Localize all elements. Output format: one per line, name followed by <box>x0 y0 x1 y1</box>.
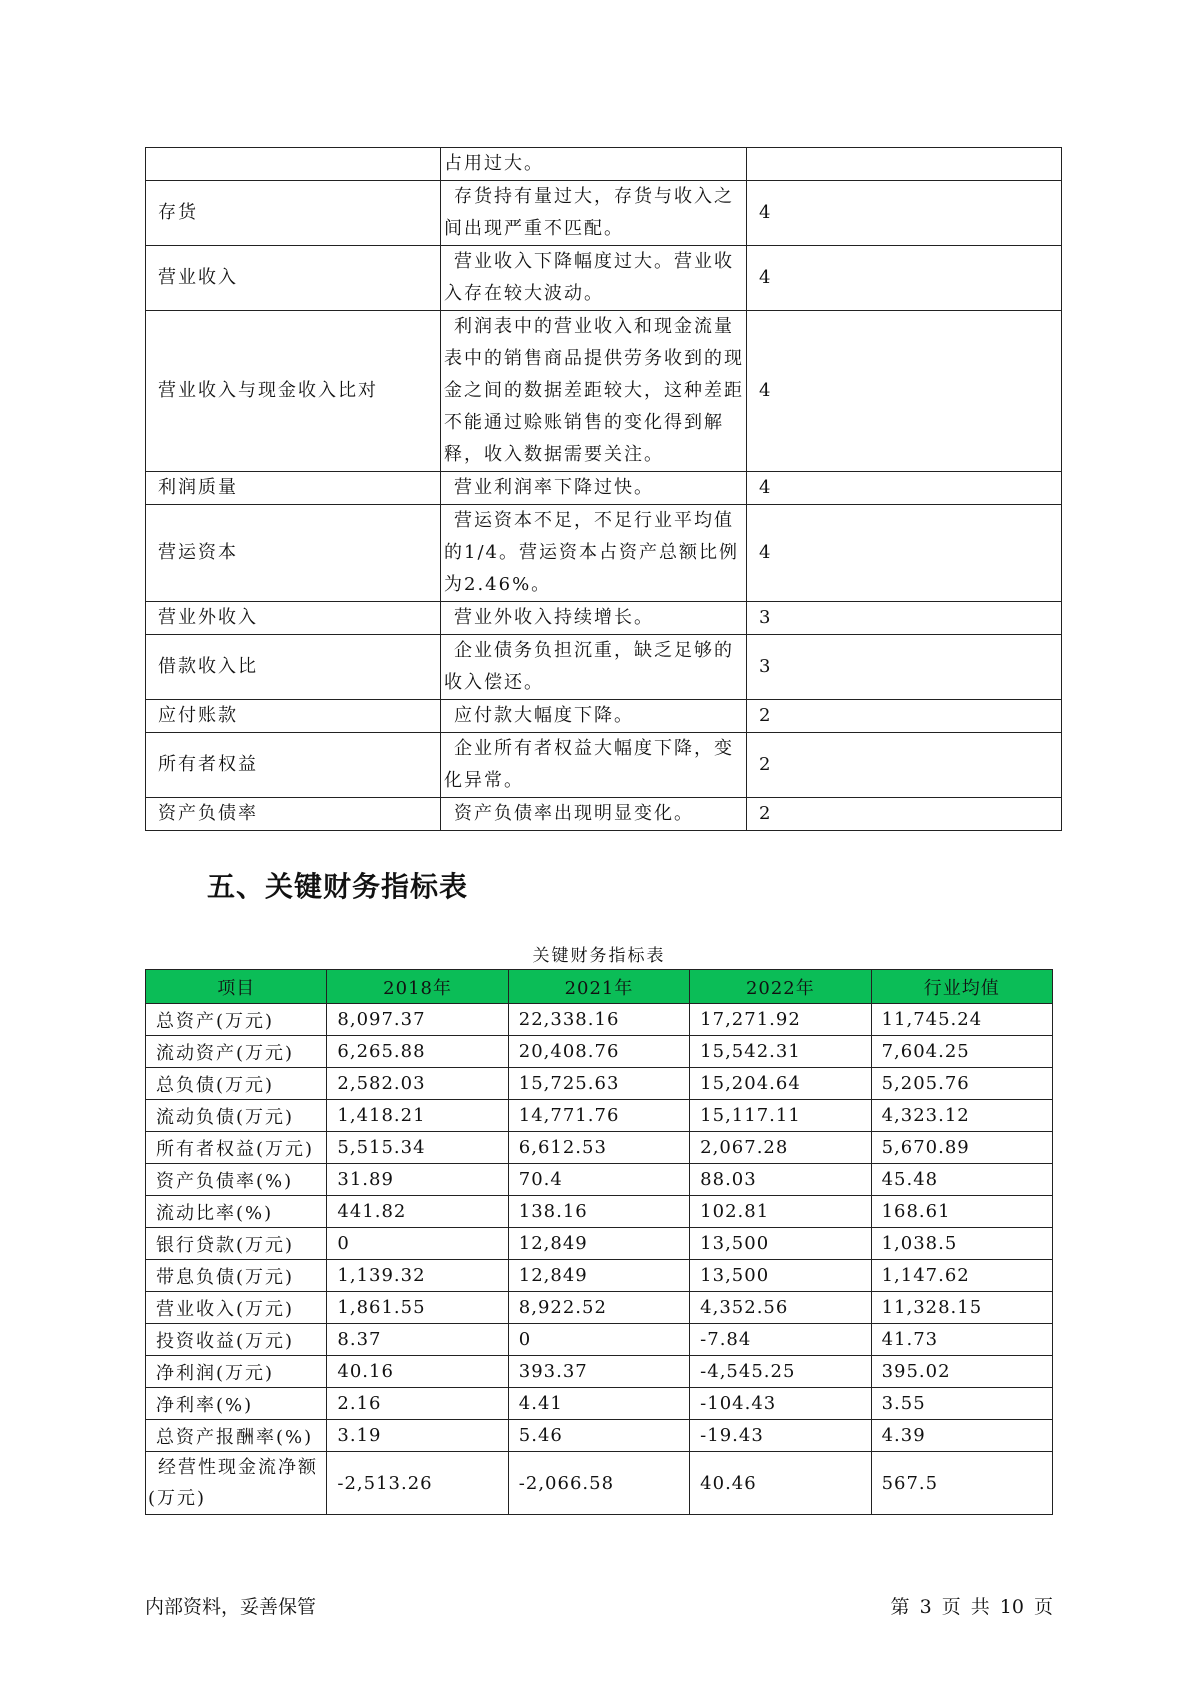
value-cell: 567.5 <box>871 1452 1052 1515</box>
value-cell: 11,328.15 <box>871 1292 1052 1324</box>
table-row <box>146 1452 1053 1515</box>
value-cell: -2,513.26 <box>327 1452 508 1515</box>
value-cell: 5,670.89 <box>871 1132 1052 1164</box>
table-row <box>146 602 1062 635</box>
table-caption: 关键财务指标表 <box>532 946 666 966</box>
risk-description-cell: 利润表中的营业收入和现金流量表中的销售商品提供劳务收到的现金之间的数据差距较大，这种差距不能通过赊账销售的变化得到解释，收入数据需要关注。 <box>441 311 747 472</box>
value-cell: 7,604.25 <box>871 1036 1052 1068</box>
table-row <box>146 1036 1053 1068</box>
table-row <box>146 798 1062 831</box>
value-cell: 13,500 <box>690 1260 871 1292</box>
row-label-cell: 银行贷款(万元) <box>146 1228 327 1260</box>
value-cell: 14,771.76 <box>508 1100 689 1132</box>
value-cell: 2.16 <box>327 1388 508 1420</box>
value-cell: 15,204.64 <box>690 1068 871 1100</box>
value-cell: 138.16 <box>508 1196 689 1228</box>
risk-item-cell: 营业外收入 <box>146 602 441 635</box>
risk-description-cell: 占用过大。 <box>441 148 747 181</box>
row-label-cell: 总资产报酬率(%) <box>146 1420 327 1452</box>
risk-item-cell: 所有者权益 <box>146 733 441 798</box>
risk-score-cell: 2 <box>747 798 1062 831</box>
table-row <box>146 1324 1053 1356</box>
risk-score-cell: 4 <box>747 246 1062 311</box>
financial-indicators-table <box>145 969 1053 1515</box>
table-row <box>146 1164 1053 1196</box>
value-cell: 4.39 <box>871 1420 1052 1452</box>
table-row <box>146 1228 1053 1260</box>
table-row <box>146 1068 1053 1100</box>
row-label-cell: 净利润(万元) <box>146 1356 327 1388</box>
column-header: 2018年 <box>327 970 508 1004</box>
value-cell: 15,542.31 <box>690 1036 871 1068</box>
table-row <box>146 1196 1053 1228</box>
value-cell: 8,097.37 <box>327 1004 508 1036</box>
value-cell: -104.43 <box>690 1388 871 1420</box>
risk-description-cell: 营业外收入持续增长。 <box>441 602 747 635</box>
table-row <box>146 1388 1053 1420</box>
row-label-cell: 经营性现金流净额(万元) <box>146 1452 327 1515</box>
risk-item-cell: 营运资本 <box>146 505 441 602</box>
risk-score-cell: 4 <box>747 472 1062 505</box>
row-label-cell: 净利率(%) <box>146 1388 327 1420</box>
risk-score-cell: 4 <box>747 311 1062 472</box>
risk-score-cell <box>747 148 1062 181</box>
risk-item-cell: 营业收入 <box>146 246 441 311</box>
risk-score-cell: 4 <box>747 181 1062 246</box>
value-cell: -7.84 <box>690 1324 871 1356</box>
risk-item-cell: 利润质量 <box>146 472 441 505</box>
value-cell: 1,139.32 <box>327 1260 508 1292</box>
value-cell: 0 <box>508 1324 689 1356</box>
value-cell: 15,725.63 <box>508 1068 689 1100</box>
column-header: 项目 <box>146 970 327 1004</box>
risk-item-cell: 应付账款 <box>146 700 441 733</box>
risk-description-cell: 资产负债率出现明显变化。 <box>441 798 747 831</box>
value-cell: -4,545.25 <box>690 1356 871 1388</box>
value-cell: 393.37 <box>508 1356 689 1388</box>
value-cell: 6,612.53 <box>508 1132 689 1164</box>
value-cell: 41.73 <box>871 1324 1052 1356</box>
row-label-cell: 带息负债(万元) <box>146 1260 327 1292</box>
value-cell: -2,066.58 <box>508 1452 689 1515</box>
row-label-cell: 流动比率(%) <box>146 1196 327 1228</box>
section-title: 五、关键财务指标表 <box>207 870 469 903</box>
risk-description-cell: 营业利润率下降过快。 <box>441 472 747 505</box>
risk-score-cell: 2 <box>747 733 1062 798</box>
table-row <box>146 311 1062 472</box>
row-label-cell: 总资产(万元) <box>146 1004 327 1036</box>
risk-description-cell: 营业收入下降幅度过大。营业收入存在较大波动。 <box>441 246 747 311</box>
value-cell: 1,861.55 <box>327 1292 508 1324</box>
risk-indicator-table <box>145 147 1062 831</box>
value-cell: 8,922.52 <box>508 1292 689 1324</box>
risk-item-cell: 营业收入与现金收入比对 <box>146 311 441 472</box>
table-row <box>146 246 1062 311</box>
row-label-cell: 投资收益(万元) <box>146 1324 327 1356</box>
value-cell: 3.55 <box>871 1388 1052 1420</box>
risk-item-cell: 存货 <box>146 181 441 246</box>
table-row <box>146 1260 1053 1292</box>
value-cell: 15,117.11 <box>690 1100 871 1132</box>
risk-item-cell: 资产负债率 <box>146 798 441 831</box>
value-cell: 11,745.24 <box>871 1004 1052 1036</box>
risk-description-cell: 企业所有者权益大幅度下降，变化异常。 <box>441 733 747 798</box>
row-label-cell: 流动负债(万元) <box>146 1100 327 1132</box>
value-cell: 2,582.03 <box>327 1068 508 1100</box>
row-label-cell: 总负债(万元) <box>146 1068 327 1100</box>
value-cell: 5.46 <box>508 1420 689 1452</box>
row-label-cell: 资产负债率(%) <box>146 1164 327 1196</box>
risk-description-cell: 存货持有量过大，存货与收入之间出现严重不匹配。 <box>441 181 747 246</box>
value-cell: 5,205.76 <box>871 1068 1052 1100</box>
value-cell: -19.43 <box>690 1420 871 1452</box>
value-cell: 8.37 <box>327 1324 508 1356</box>
table-row <box>146 635 1062 700</box>
value-cell: 22,338.16 <box>508 1004 689 1036</box>
value-cell: 5,515.34 <box>327 1132 508 1164</box>
value-cell: 13,500 <box>690 1228 871 1260</box>
table-row <box>146 1292 1053 1324</box>
risk-item-cell <box>146 148 441 181</box>
value-cell: 1,147.62 <box>871 1260 1052 1292</box>
table-row <box>146 1356 1053 1388</box>
value-cell: 3.19 <box>327 1420 508 1452</box>
table-row <box>146 733 1062 798</box>
table-row <box>146 1100 1053 1132</box>
value-cell: 4,323.12 <box>871 1100 1052 1132</box>
row-label-cell: 营业收入(万元) <box>146 1292 327 1324</box>
value-cell: 4.41 <box>508 1388 689 1420</box>
risk-score-cell: 3 <box>747 635 1062 700</box>
value-cell: 395.02 <box>871 1356 1052 1388</box>
table-row <box>146 472 1062 505</box>
risk-item-cell: 借款收入比 <box>146 635 441 700</box>
value-cell: 168.61 <box>871 1196 1052 1228</box>
risk-description-cell: 企业债务负担沉重，缺乏足够的收入偿还。 <box>441 635 747 700</box>
risk-description-cell: 应付款大幅度下降。 <box>441 700 747 733</box>
table-row <box>146 148 1062 181</box>
risk-score-cell: 3 <box>747 602 1062 635</box>
row-label-cell: 流动资产(万元) <box>146 1036 327 1068</box>
column-header: 行业均值 <box>871 970 1052 1004</box>
risk-description-cell: 营运资本不足，不足行业平均值的1/4。营运资本占资产总额比例为2.46%。 <box>441 505 747 602</box>
value-cell: 441.82 <box>327 1196 508 1228</box>
value-cell: 0 <box>327 1228 508 1260</box>
column-header: 2022年 <box>690 970 871 1004</box>
value-cell: 1,418.21 <box>327 1100 508 1132</box>
value-cell: 12,849 <box>508 1228 689 1260</box>
table-row <box>146 1004 1053 1036</box>
risk-score-cell: 4 <box>747 505 1062 602</box>
row-label-cell: 所有者权益(万元) <box>146 1132 327 1164</box>
footer-confidential: 内部资料，妥善保管 <box>145 1596 317 1618</box>
footer-page-number: 第 3 页 共 10 页 <box>890 1596 1053 1618</box>
table-header-row <box>146 970 1053 1004</box>
value-cell: 1,038.5 <box>871 1228 1052 1260</box>
value-cell: 17,271.92 <box>690 1004 871 1036</box>
value-cell: 102.81 <box>690 1196 871 1228</box>
table-row <box>146 1420 1053 1452</box>
value-cell: 40.16 <box>327 1356 508 1388</box>
value-cell: 31.89 <box>327 1164 508 1196</box>
value-cell: 45.48 <box>871 1164 1052 1196</box>
value-cell: 12,849 <box>508 1260 689 1292</box>
table-row <box>146 1132 1053 1164</box>
value-cell: 70.4 <box>508 1164 689 1196</box>
table-row <box>146 505 1062 602</box>
table-row <box>146 181 1062 246</box>
value-cell: 6,265.88 <box>327 1036 508 1068</box>
value-cell: 40.46 <box>690 1452 871 1515</box>
table-row <box>146 700 1062 733</box>
column-header: 2021年 <box>508 970 689 1004</box>
value-cell: 4,352.56 <box>690 1292 871 1324</box>
value-cell: 20,408.76 <box>508 1036 689 1068</box>
value-cell: 2,067.28 <box>690 1132 871 1164</box>
risk-score-cell: 2 <box>747 700 1062 733</box>
value-cell: 88.03 <box>690 1164 871 1196</box>
